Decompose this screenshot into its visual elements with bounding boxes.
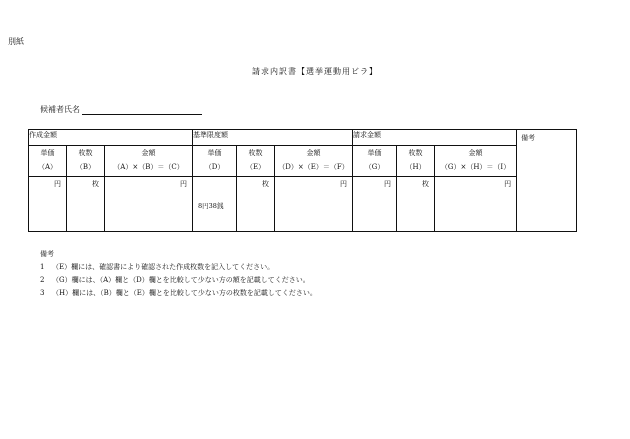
column-header-g: 単価 （G） bbox=[353, 146, 397, 177]
column-header-h: 枚数 （H） bbox=[397, 146, 435, 177]
group-header-production-amount: 作成金額 bbox=[29, 130, 193, 146]
cell-b[interactable] bbox=[67, 177, 105, 232]
cell-a[interactable] bbox=[29, 177, 67, 232]
remarks-column bbox=[517, 130, 577, 232]
note-item: 2 （G）欄には、（A）欄と（D）欄とを比較して少ない方の額を記載してください。 bbox=[40, 276, 310, 284]
unit-yen: 円 bbox=[384, 180, 392, 188]
column-header-a: 単価 （A） bbox=[29, 146, 67, 177]
group-header-claim-amount: 請求金額 bbox=[353, 130, 517, 146]
column-header-f: 金額 （D）×（E）＝（F） bbox=[275, 146, 353, 177]
cell-i[interactable] bbox=[435, 177, 517, 232]
column-header-b: 枚数 （B） bbox=[67, 146, 105, 177]
unit-yen: 円 bbox=[180, 180, 188, 188]
notes-heading: 備考 bbox=[40, 250, 54, 258]
value-row bbox=[29, 177, 577, 232]
cell-d bbox=[193, 177, 237, 232]
group-header-standard-limit: 基準限度額 bbox=[193, 130, 353, 146]
cell-f[interactable] bbox=[275, 177, 353, 232]
column-header-c: 金額 （A）×（B）＝（C） bbox=[105, 146, 193, 177]
column-header-row bbox=[29, 146, 577, 177]
cell-h[interactable] bbox=[397, 177, 435, 232]
unit-sheets: 枚 bbox=[92, 180, 99, 188]
candidate-name-row bbox=[40, 104, 202, 115]
attachment-label: 別紙 bbox=[8, 37, 24, 46]
claim-breakdown-table bbox=[28, 129, 577, 232]
unit-sheets: 枚 bbox=[422, 180, 430, 188]
column-header-d: 単価 （D） bbox=[193, 146, 237, 177]
candidate-name-line bbox=[82, 105, 202, 115]
unit-sheets: 枚 bbox=[262, 180, 270, 188]
cell-g[interactable] bbox=[353, 177, 397, 232]
note-item: 1 （E）欄には、確認書により確認された作成枚数を記入してください。 bbox=[40, 263, 275, 271]
note-item: 3 （H）欄には、（B）欄と（E）欄とを比較して少ない方の枚数を記載してください。 bbox=[40, 289, 317, 297]
remarks-header: 備考 bbox=[521, 134, 536, 142]
group-header-row bbox=[29, 130, 577, 146]
column-header-i: 金額 （G）×（H）＝（I） bbox=[435, 146, 517, 177]
unit-yen: 円 bbox=[54, 180, 61, 188]
unit-yen: 円 bbox=[504, 180, 512, 188]
cell-e[interactable] bbox=[237, 177, 275, 232]
cell-c[interactable] bbox=[105, 177, 193, 232]
document-title: 請求内訳書【選挙運動用ビラ】 bbox=[252, 67, 378, 76]
column-header-e: 枚数 （E） bbox=[237, 146, 275, 177]
candidate-name-label: 候補者氏名 bbox=[40, 105, 80, 114]
notes-section bbox=[40, 248, 317, 300]
unit-yen: 円 bbox=[340, 180, 348, 188]
base-unit-price: 8円38銭 bbox=[198, 202, 224, 210]
